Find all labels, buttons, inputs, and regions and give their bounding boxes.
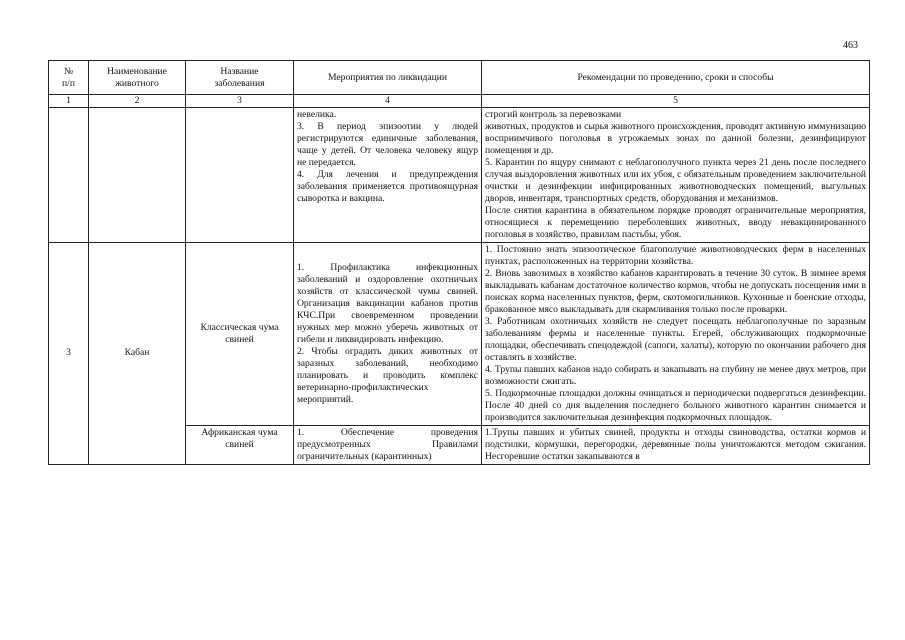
recommendations-cell: 1. Постоянно знать эпизоотическое благополучие животноводческих ферм в населенных пунктах, расположенных на территории хозяйства. 2. Вновь завозимых в хозяйство кабанов карантировать в течение 30 суток. В зимнее время выкладывать кабанам достаточное количество кормов, чтобы не допускать посещения ими в поисках корма населенных пунктов, ферм, скотомогильников. Кухонные и боенские отходы, бракованное мясо выкладывать для скармливания только после проварки. 3. Работникам охотничьих хозяйств не следует посещать неблагополучные по заразным заболеваниям фермы и населенные пункты. Егерей, обслуживающих подкормочные площадки, обеспечивать спецодеждой (сапоги, халаты), которую по окончании рабочего дня оставлять в хозяйстве. 4. Трупы павших кабанов надо собирать и закапывать на глубину не менее двух метров, при возможности сжигать. 5. Подкормочные площадки должны очищаться и периодически подвергаться дезинфекции. После 40 дней со дня выделения последнего больного животного карантин снимается и производится заключительная дезинфекция подкормочных площадок. (482, 242, 870, 425)
page-number: 463 (843, 40, 858, 51)
row-number: 3 (49, 242, 89, 464)
table-row (49, 242, 870, 425)
header-measures: Мероприятия по ликвидации (294, 61, 482, 95)
header-disease: Название заболевания (186, 61, 294, 95)
column-number: 4 (294, 95, 482, 108)
disease-name: Классическая чума свиней (186, 242, 294, 425)
column-number: 1 (49, 95, 89, 108)
column-number: 2 (89, 95, 186, 108)
animal-name: Кабан (89, 242, 186, 464)
disease-name: Африканская чума свиней (186, 425, 294, 464)
measures-cell: невелика. 3. В период эпизоотии у людей регистрируются единичные заболевания, чаще у детей. От человека человеку ящур не передается. 4. Для лечения и предупреждения заболевания применяется противоящурная сыворотка и вакцина. (294, 107, 482, 242)
cell-empty (49, 107, 89, 242)
recommendations-cell: 1.Трупы павших и убитых свиней, продукты и отходы свиноводства, остатки кормов и подстилки, кормушки, перегородки, деревянные полы уничтожаются методом сжигания. Несгоревшие остатки закапываются в (482, 425, 870, 464)
header-row (49, 61, 870, 95)
header-animal: Наименование животного (89, 61, 186, 95)
measures-cell: 1. Обеспечение проведения предусмотренных Правилами ограничительных (карантинных) (294, 425, 482, 464)
column-number-row (49, 95, 870, 108)
recommendations-cell: строгий контроль за перевозками животных, продуктов и сырья животного происхождения, проводят активную иммунизацию восприимчивого поголовья в угрожаемых зонах по данной болезни, дезинфицируют помещения и др. 5. Карантин по ящуру снимают с неблагополучного пункта через 21 день после последнего случая выздоровления животных или их убоя, с обязательным проведением заключительной очистки и дезинфекции инфицированных животноводческих помещений, выгульных дворов, инвентаря, транспортных средств, оборудования и механизмов. После снятия карантина в обязательном порядке проводят ограничительные мероприятия, относящиеся к перемещению переболевших животных, вводу невакцинированного поголовья в хозяйство, правилам пастьбы, убоя. (482, 107, 870, 242)
header-recommendations: Рекомендации по проведению, сроки и способы (482, 61, 870, 95)
column-number: 5 (482, 95, 870, 108)
cell-empty (89, 107, 186, 242)
column-number: 3 (186, 95, 294, 108)
cell-empty (186, 107, 294, 242)
disease-measures-table (48, 60, 870, 465)
measures-cell: 1. Профилактика инфекционных заболеваний и оздоровление охотничьих хозяйств от классической чумы свиней. Организация вакцинации кабанов против КЧС.При своевременном проведении нужных мер можно уберечь животных от гибели и ликвидировать инфекцию. 2. Чтобы оградить диких животных от заразных заболеваний, необходимо планировать и проводить комплекс ветеринарно-профилактических мероприятий. (294, 242, 482, 425)
header-number: № п/п (49, 61, 89, 95)
table-row-continued (49, 107, 870, 242)
